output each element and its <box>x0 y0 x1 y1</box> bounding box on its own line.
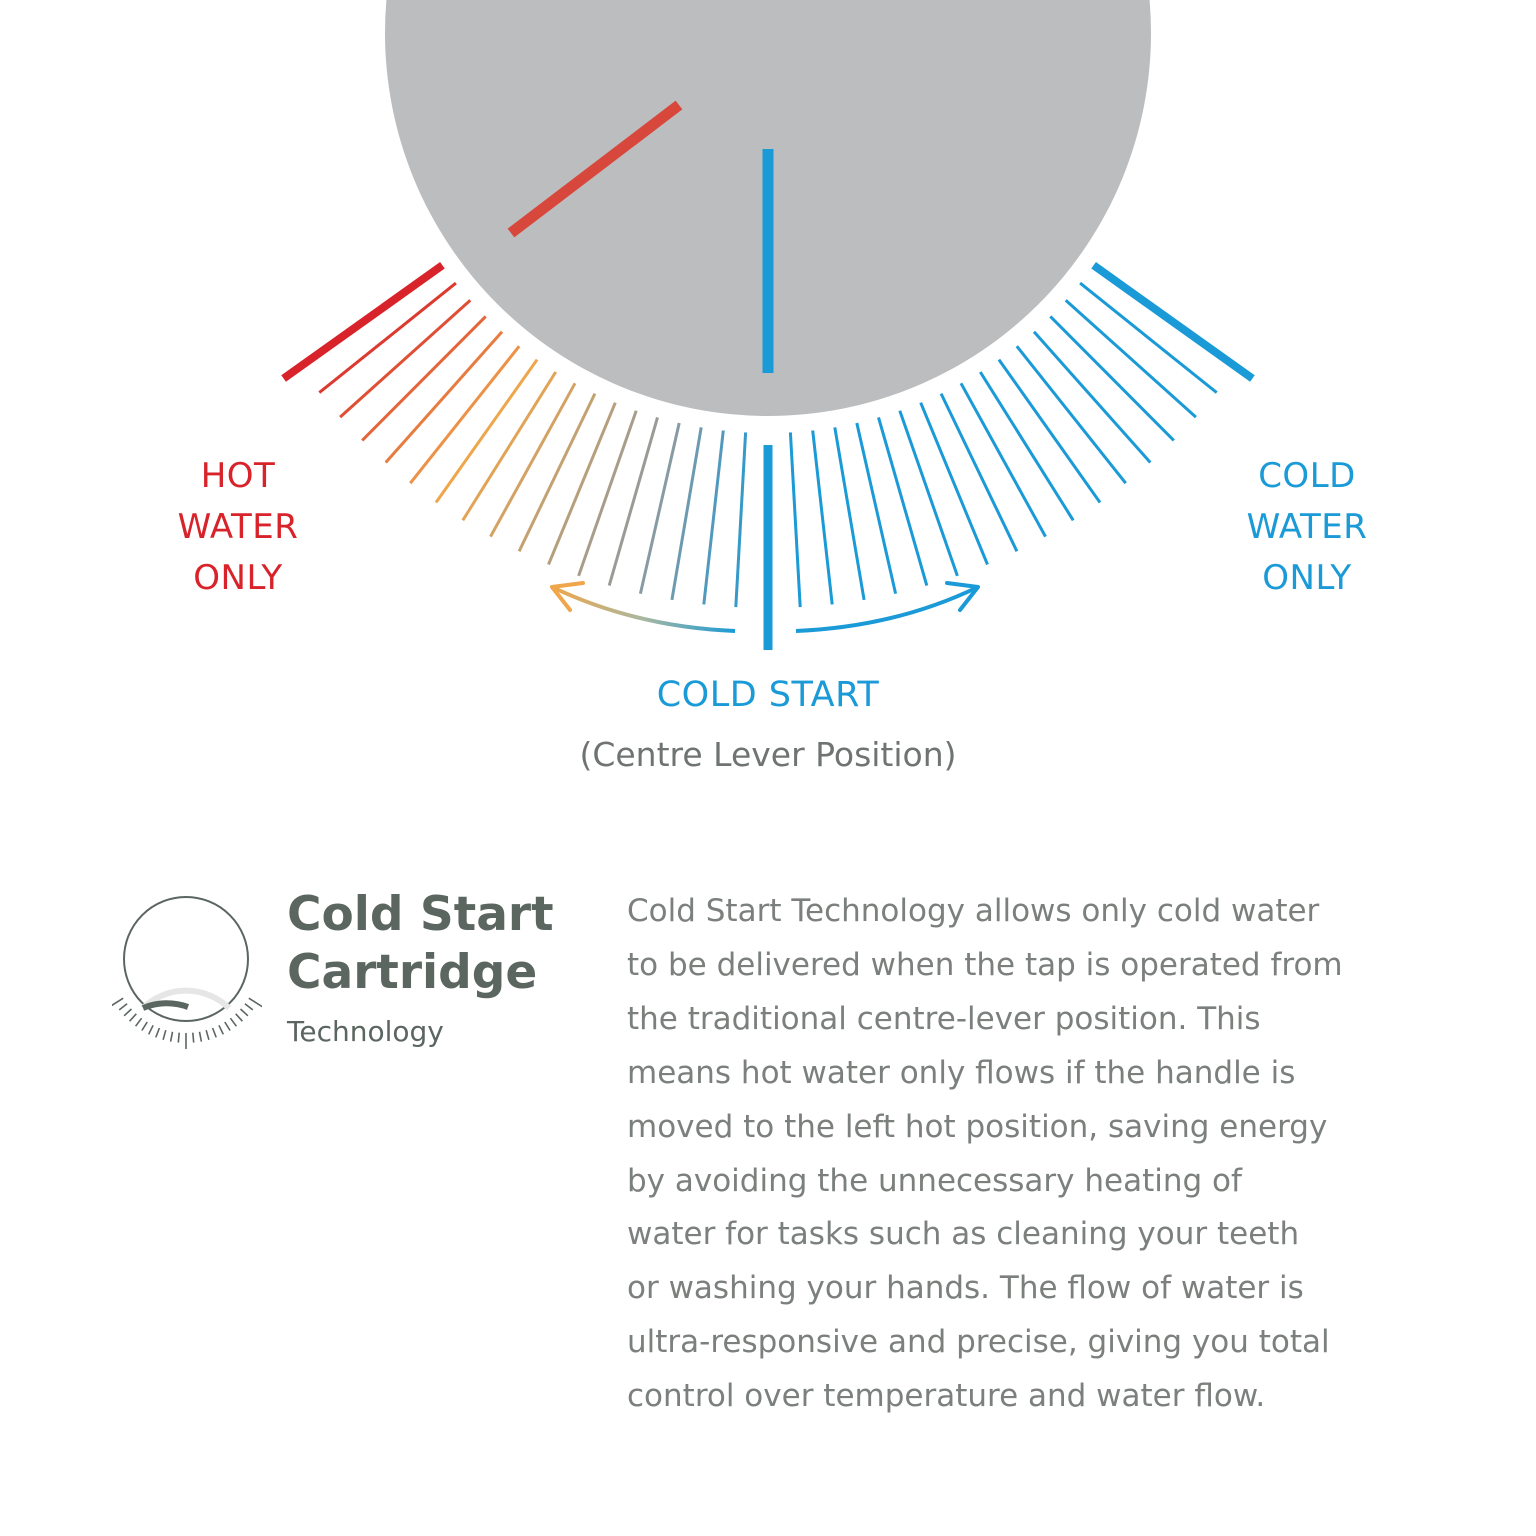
hot-label-line: WATER <box>177 507 299 547</box>
centre-lever-position-label: (Centre Lever Position) <box>579 735 957 774</box>
hot-label-line: HOT <box>200 456 276 496</box>
icon-tick <box>249 998 262 1007</box>
feature-subtitle: Technology <box>287 1015 444 1048</box>
cold-label-line: COLD <box>1258 456 1356 496</box>
icon-tick <box>163 1030 166 1040</box>
description-line: the traditional centre-lever position. This <box>627 1000 1261 1037</box>
hot-side-tick <box>704 431 724 605</box>
hot-side-tick <box>736 432 746 607</box>
icon-tick <box>200 1032 202 1042</box>
icon-tick <box>142 1022 147 1031</box>
icon-tick <box>112 998 123 1007</box>
hot-side-tick <box>640 423 679 594</box>
cold-side-tick <box>790 432 800 607</box>
hot-direction-arrow <box>552 587 735 631</box>
description-line: means hot water only flows if the handle is <box>627 1054 1296 1091</box>
description-line: ultra-responsive and precise, giving you total <box>627 1324 1330 1361</box>
icon-tick <box>206 1030 209 1040</box>
cold-water-only-label <box>1177 451 1437 604</box>
hot-label-line: ONLY <box>193 558 283 598</box>
hot-end-tick <box>284 265 443 378</box>
icon-tick <box>136 1018 142 1026</box>
description-line: control over temperature and water flow. <box>627 1378 1266 1415</box>
feature-title-line: Cold Start <box>287 887 554 942</box>
icon-tick <box>130 1014 137 1021</box>
description-line: by avoiding the unnecessary heating of <box>627 1162 1242 1199</box>
feature-title-line: Cartridge <box>287 945 538 1000</box>
icon-tick <box>245 1004 253 1010</box>
icon-tick <box>219 1025 223 1034</box>
cold-direction-arrow <box>796 587 978 631</box>
hot-side-tick <box>672 427 701 600</box>
icon-tick <box>213 1028 217 1037</box>
icon-tick <box>225 1022 230 1031</box>
feature-description <box>627 885 1497 1424</box>
icon-tick <box>178 1033 179 1043</box>
description-line: Cold Start Technology allows only cold water <box>627 893 1320 929</box>
cold-side-tick <box>879 417 927 585</box>
hot-water-only-label <box>108 451 368 604</box>
icon-tick <box>171 1032 173 1042</box>
cold-side-tick <box>900 411 958 576</box>
hot-side-tick <box>579 411 637 576</box>
hot-side-tick <box>362 316 486 440</box>
cold-side-tick <box>921 403 988 565</box>
cold-side-tick <box>813 431 833 605</box>
description-line: water for tasks such as cleaning your teeth <box>627 1216 1300 1253</box>
cold-start-label: COLD START <box>656 675 880 715</box>
icon-tick <box>124 1009 131 1016</box>
hot-side-tick <box>549 403 616 565</box>
icon-tick <box>149 1025 153 1034</box>
icon-tick <box>156 1028 160 1037</box>
icon-tick <box>230 1018 236 1026</box>
cold-label-line: ONLY <box>1262 558 1352 598</box>
description-line: to be delivered when the tap is operated from <box>627 946 1343 983</box>
feature-title <box>287 886 607 1002</box>
cold-end-tick <box>1094 265 1253 378</box>
hot-side-tick <box>609 417 657 585</box>
icon-tick <box>119 1004 127 1010</box>
description-line: moved to the left hot position, saving energy <box>627 1108 1328 1145</box>
icon-tick <box>193 1033 194 1043</box>
icon-tick <box>241 1009 248 1016</box>
cold-side-tick <box>857 423 896 594</box>
description-line: or washing your hands. The flow of water is <box>627 1270 1304 1307</box>
cold-start-cartridge-icon <box>112 895 262 1055</box>
icon-tick <box>236 1014 243 1021</box>
cold-side-tick <box>835 427 864 600</box>
cold-label-line: WATER <box>1246 507 1368 547</box>
cold-side-tick <box>1050 316 1174 440</box>
